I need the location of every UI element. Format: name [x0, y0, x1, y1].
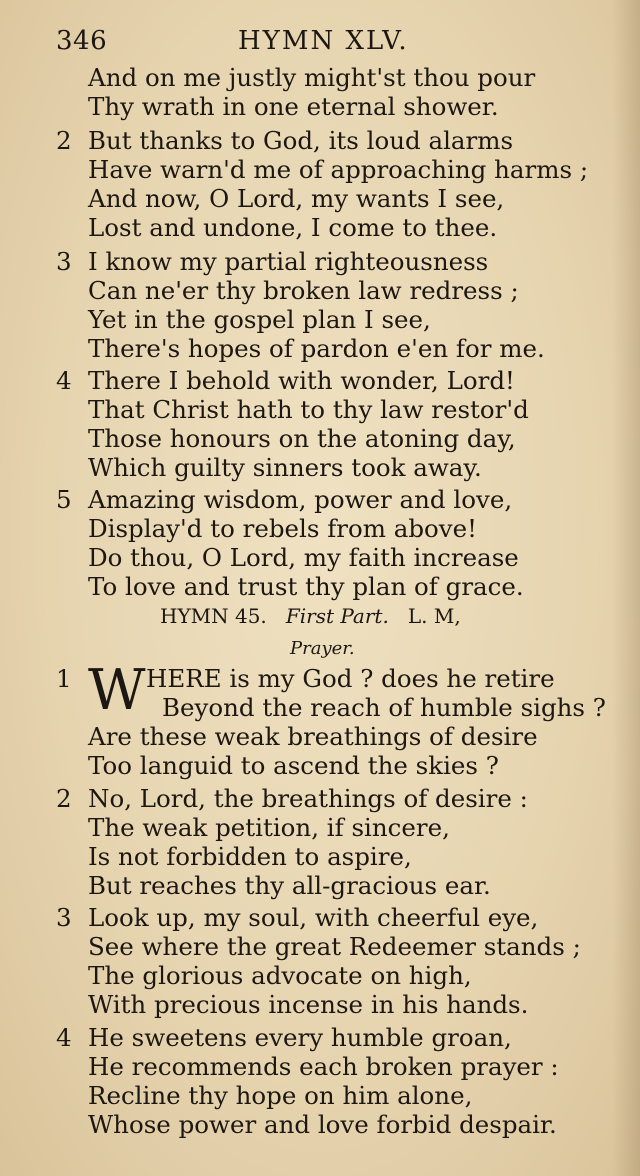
hymn-title	[160, 604, 461, 628]
verse-line: HERE is my God ? does he retire	[146, 664, 555, 693]
verse-line: Recline thy hope on him alone,	[88, 1081, 473, 1110]
verse-line: Have warn'd me of approaching harms ;	[88, 155, 589, 184]
verse-line: There's hopes of pardon e'en for me.	[88, 334, 545, 363]
stanza-number: 4	[56, 1023, 72, 1052]
stanza-number: 1	[56, 664, 72, 693]
verse-line: The weak petition, if sincere,	[88, 813, 450, 842]
verse-line: Look up, my soul, with cheerful eye,	[88, 903, 539, 932]
verse-line: And now, O Lord, my wants I see,	[88, 184, 505, 213]
verse-line: Lost and undone, I come to thee.	[88, 213, 498, 242]
hymn-title-main: HYMN 45.	[160, 604, 267, 628]
stanza-number: 5	[56, 485, 72, 514]
verse-line: Beyond the reach of humble sighs ?	[162, 693, 606, 722]
verse-line: See where the great Redeemer stands ;	[88, 932, 581, 961]
stanza-number: 2	[56, 126, 72, 155]
verse-line: I know my partial righteousness	[88, 247, 489, 276]
hymn-subtitle: Prayer.	[290, 638, 355, 659]
hymn-title-part: First Part.	[285, 604, 389, 628]
verse-line: And on me justly might'st thou pour	[88, 63, 536, 92]
verse-line: No, Lord, the breathings of desire :	[88, 784, 528, 813]
stanza-number: 2	[56, 784, 72, 813]
stanza-number: 3	[56, 247, 72, 276]
verse-line: Thy wrath in one eternal shower.	[88, 92, 499, 121]
page-number: 346	[56, 26, 108, 56]
stanza-number: 3	[56, 903, 72, 932]
page-edge-shadow	[612, 0, 640, 1176]
verse-line: Is not forbidden to aspire,	[88, 842, 412, 871]
stanza-number: 4	[56, 366, 72, 395]
verse-line: He sweetens every humble groan,	[88, 1023, 512, 1052]
verse-line: Are these weak breathings of desire	[88, 722, 538, 751]
verse-line: Whose power and love forbid despair.	[88, 1110, 557, 1139]
verse-line: With precious incense in his hands.	[88, 990, 529, 1019]
verse-line: Which guilty sinners took away.	[88, 453, 482, 482]
verse-line: Those honours on the atoning day,	[88, 424, 516, 453]
verse-line: Do thou, O Lord, my faith increase	[88, 543, 519, 572]
verse-line: Too languid to ascend the skies ?	[88, 751, 499, 780]
verse-line: But thanks to God, its loud alarms	[88, 126, 514, 155]
verse-line: Yet in the gospel plan I see,	[88, 305, 431, 334]
verse-line: Amazing wisdom, power and love,	[88, 485, 513, 514]
verse-line: The glorious advocate on high,	[88, 961, 472, 990]
verse-line: He recommends each broken prayer :	[88, 1052, 559, 1081]
verse-line: That Christ hath to thy law restor'd	[88, 395, 529, 424]
hymn-title-meter: L. M,	[407, 604, 461, 628]
verse-line: But reaches thy all-gracious ear.	[88, 871, 491, 900]
verse-line: There I behold with wonder, Lord!	[88, 366, 515, 395]
running-head: HYMN XLV.	[238, 26, 409, 56]
verse-line: Can ne'er thy broken law redress ;	[88, 276, 519, 305]
page-header	[0, 26, 640, 66]
drop-cap: W	[88, 658, 146, 723]
verse-line: To love and trust thy plan of grace.	[88, 572, 524, 601]
verse-line: Display'd to rebels from above!	[88, 514, 477, 543]
